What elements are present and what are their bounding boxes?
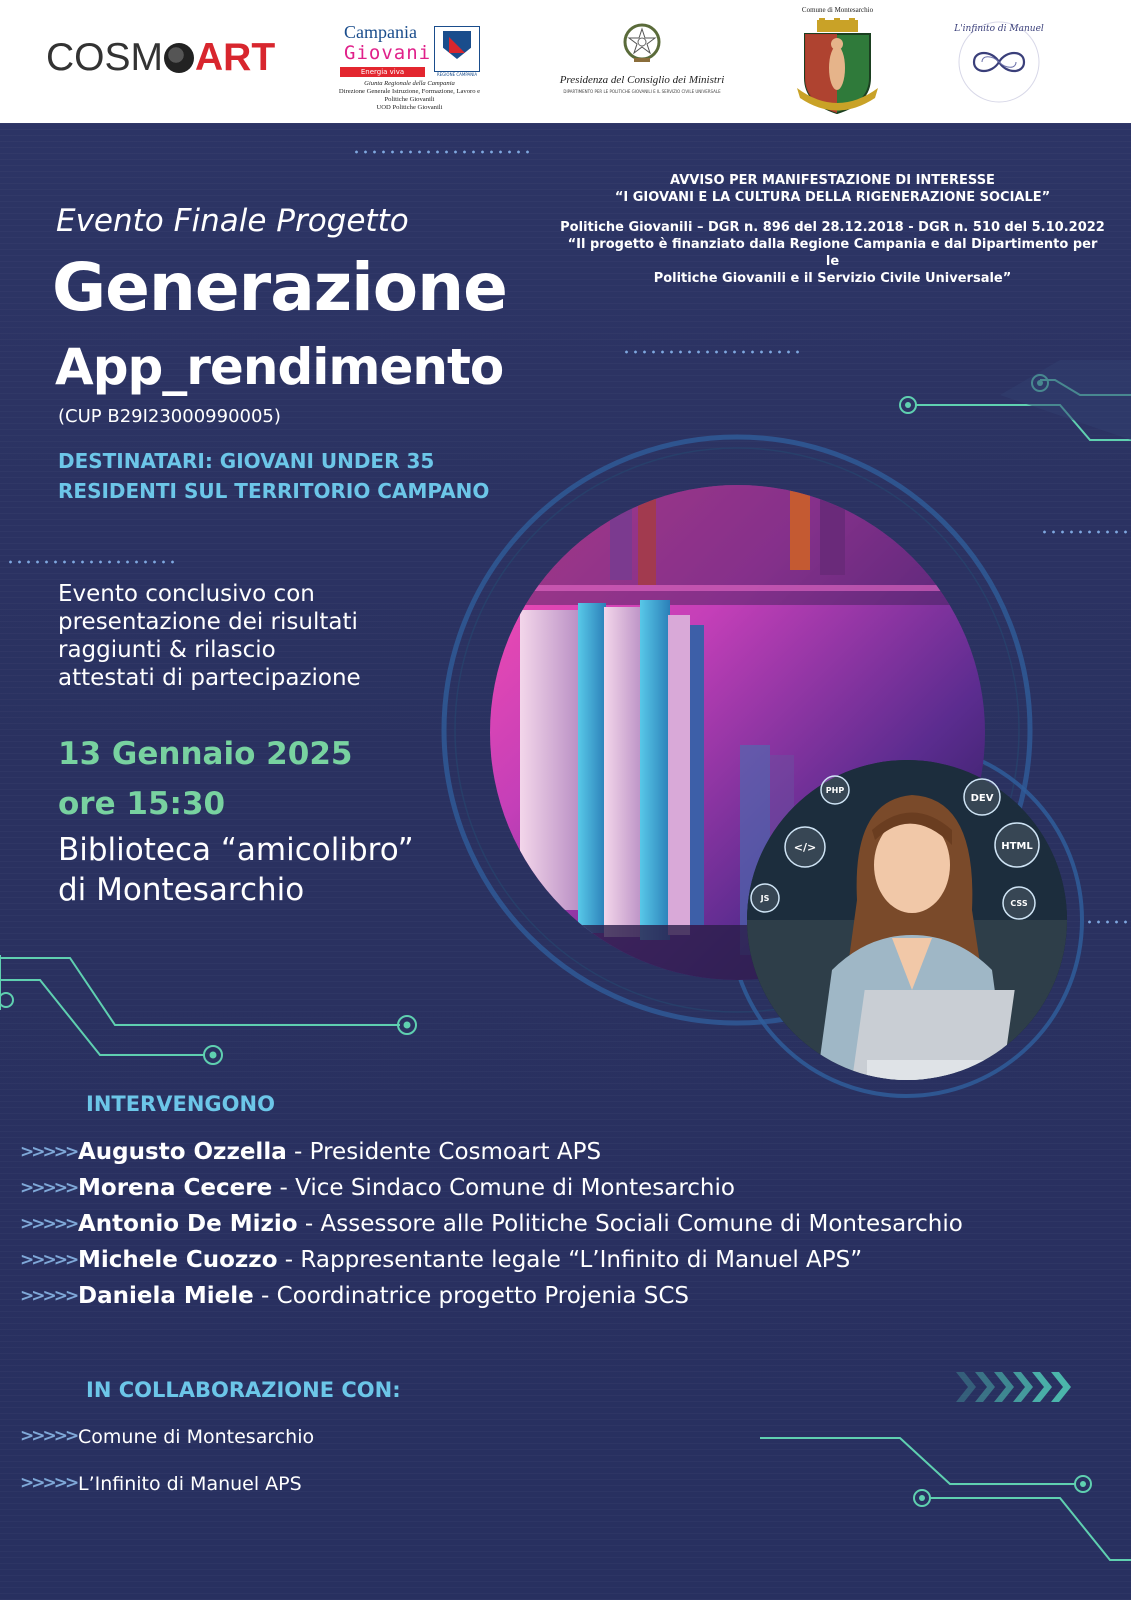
speakers-heading: INTERVENGONO [86,1092,275,1116]
speaker-name: Augusto Ozzella [78,1139,287,1165]
infinito-logo-text: L'infinito di Manuel [954,24,1044,34]
speaker-role: - Coordinatrice progetto Projenia SCS [253,1283,689,1309]
campania-sub-line: Direzione Generale Istruzione, Formazione, Lavoro e [338,88,481,95]
event-title: Generazione [52,249,507,326]
campania-giovani: Giovani [344,42,432,64]
collaborator-item [20,1418,314,1465]
speaker-item [20,1134,1120,1170]
chevrons-right-icon: >>>>> [20,1286,77,1306]
event-date: 13 Gennaio 2025 [58,736,353,772]
chevrons-right-icon: >>>>> [20,1250,77,1270]
cup-code: (CUP B29I23000990005) [58,406,281,427]
collaborator-name: Comune di Montesarchio [78,1426,315,1448]
presidenza-subtitle: DIPARTIMENTO PER LE POLITICHE GIOVANILI E IL SERVIZIO CIVILE UNIVERSALE [563,89,721,94]
tech-badges [747,760,1067,1080]
speaker-name: Michele Cuozzo [78,1247,278,1273]
cosmoart-logo-art: ART [195,36,276,79]
speaker-item [20,1170,1120,1206]
speaker-name: Daniela Miele [78,1283,254,1309]
speaker-role: - Vice Sindaco Comune di Montesarchio [272,1175,735,1201]
event-title-2: App_rendimento [55,338,504,396]
speaker-role: - Assessore alle Politiche Sociali Comune di Montesarchio [297,1211,963,1237]
campania-sub-line: Giunta Regionale della Campania [364,80,455,87]
notice-line: Politiche Giovanili – DGR n. 896 del 28.12.2018 - DGR n. 510 del 5.10.2022 [560,220,1105,235]
dotted-line [6,560,176,564]
presidenza-title: Presidenza del Consiglio dei Ministri [559,74,725,86]
collaborator-name: L’Infinito di Manuel APS [78,1473,302,1495]
collaborator-item [20,1465,314,1512]
description-line: raggiunti & rilascio [58,637,276,663]
target-line: RESIDENTI SUL TERRITORIO CAMPANO [58,479,490,503]
comune-label: Comune di Montesarchio [801,6,874,14]
collaborators-list [20,1418,314,1512]
campania-title: Campania [344,22,417,42]
chevrons-right-icon: >>>>> [20,1142,77,1162]
dotted-line [1040,530,1131,534]
code-badge: </> [793,841,817,854]
speaker-item [20,1278,1120,1314]
speakers-list [20,1134,1120,1314]
regione-campania-label: REGIONE CAMPANIA [436,72,478,77]
description-line: presentazione dei risultati [58,609,358,635]
speaker-name: Antonio De Mizio [78,1211,298,1237]
venue-line: di Montesarchio [58,872,305,908]
campania-sub-line: Politiche Giovanili [384,96,435,103]
cosmoart-logo-text: COSM [46,36,163,79]
notice-line: “I GIOVANI E LA CULTURA DELLA RIGENERAZIONE SOCIALE” [614,190,1051,205]
event-subtitle: Evento Finale Progetto [56,203,409,239]
dev-badge: DEV [970,793,994,804]
js-badge: JS [760,894,770,903]
chevrons-right-icon: >>>>> [20,1426,77,1446]
notice-line: “Il progetto è finanziato dalla Regione Campania e dal Dipartimento per le [567,237,1098,269]
speaker-name: Morena Cecere [78,1175,273,1201]
css-badge: CSS [1010,899,1028,908]
chevrons-right-icon: >>>>> [20,1214,77,1234]
notice-line: Politiche Giovanili e il Servizio Civile Universale” [653,271,1012,286]
speaker-item [20,1242,1120,1278]
dotted-line [1085,920,1131,924]
collaboration-heading: IN COLLABORAZIONE CON: [86,1378,401,1402]
venue-line: Biblioteca “amicolibro” [58,832,414,868]
notice-line: AVVISO PER MANIFESTAZIONE DI INTERESSE [670,173,995,188]
html-badge: HTML [1001,841,1033,852]
php-badge: PHP [825,786,845,795]
event-venue [58,830,414,910]
description-line: Evento conclusivo con [58,581,315,607]
event-time: ore 15:30 [58,786,226,822]
dotted-line [352,150,532,154]
campania-sub-line: UOD Politiche Giovanili [376,104,443,111]
funding-notice [560,172,1105,287]
campania-energia: Energia viva [340,67,425,77]
description-line: attestati di partecipazione [58,665,361,691]
target-line: DESTINATARI: GIOVANI UNDER 35 [58,449,435,473]
speaker-role: - Presidente Cosmoart APS [286,1139,602,1165]
chevrons-right-icon: >>>>> [20,1178,77,1198]
event-description [58,580,438,692]
target-audience [58,446,489,506]
chevrons-right-icon: >>>>> [20,1473,77,1493]
speaker-role: - Rappresentante legale “L’Infinito di Manuel APS” [277,1247,863,1273]
speaker-item [20,1206,1120,1242]
dotted-line [622,350,802,354]
